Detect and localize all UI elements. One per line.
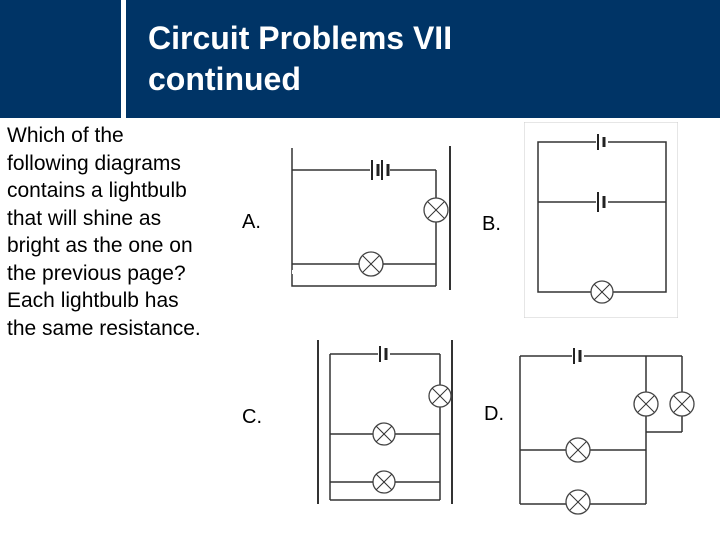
circuit-diagram-c-icon — [314, 336, 464, 508]
option-d-label: D. — [484, 403, 504, 425]
question-text: Which of the following diagrams contains a lightbulb that will shine as bright as the one on the previous page? Each lightbulb has the same resistance. — [7, 124, 201, 340]
header-divider — [121, 0, 126, 118]
circuit-diagram-a-icon — [288, 140, 458, 292]
circuit-diagram-b-icon — [524, 122, 678, 318]
option-c-label: C. — [242, 406, 262, 428]
circuit-diagram-d-icon — [512, 336, 698, 518]
option-a-label: A. — [242, 211, 261, 233]
option-b-label: B. — [482, 213, 501, 235]
slide-title: Circuit Problems VII continued — [148, 20, 453, 97]
